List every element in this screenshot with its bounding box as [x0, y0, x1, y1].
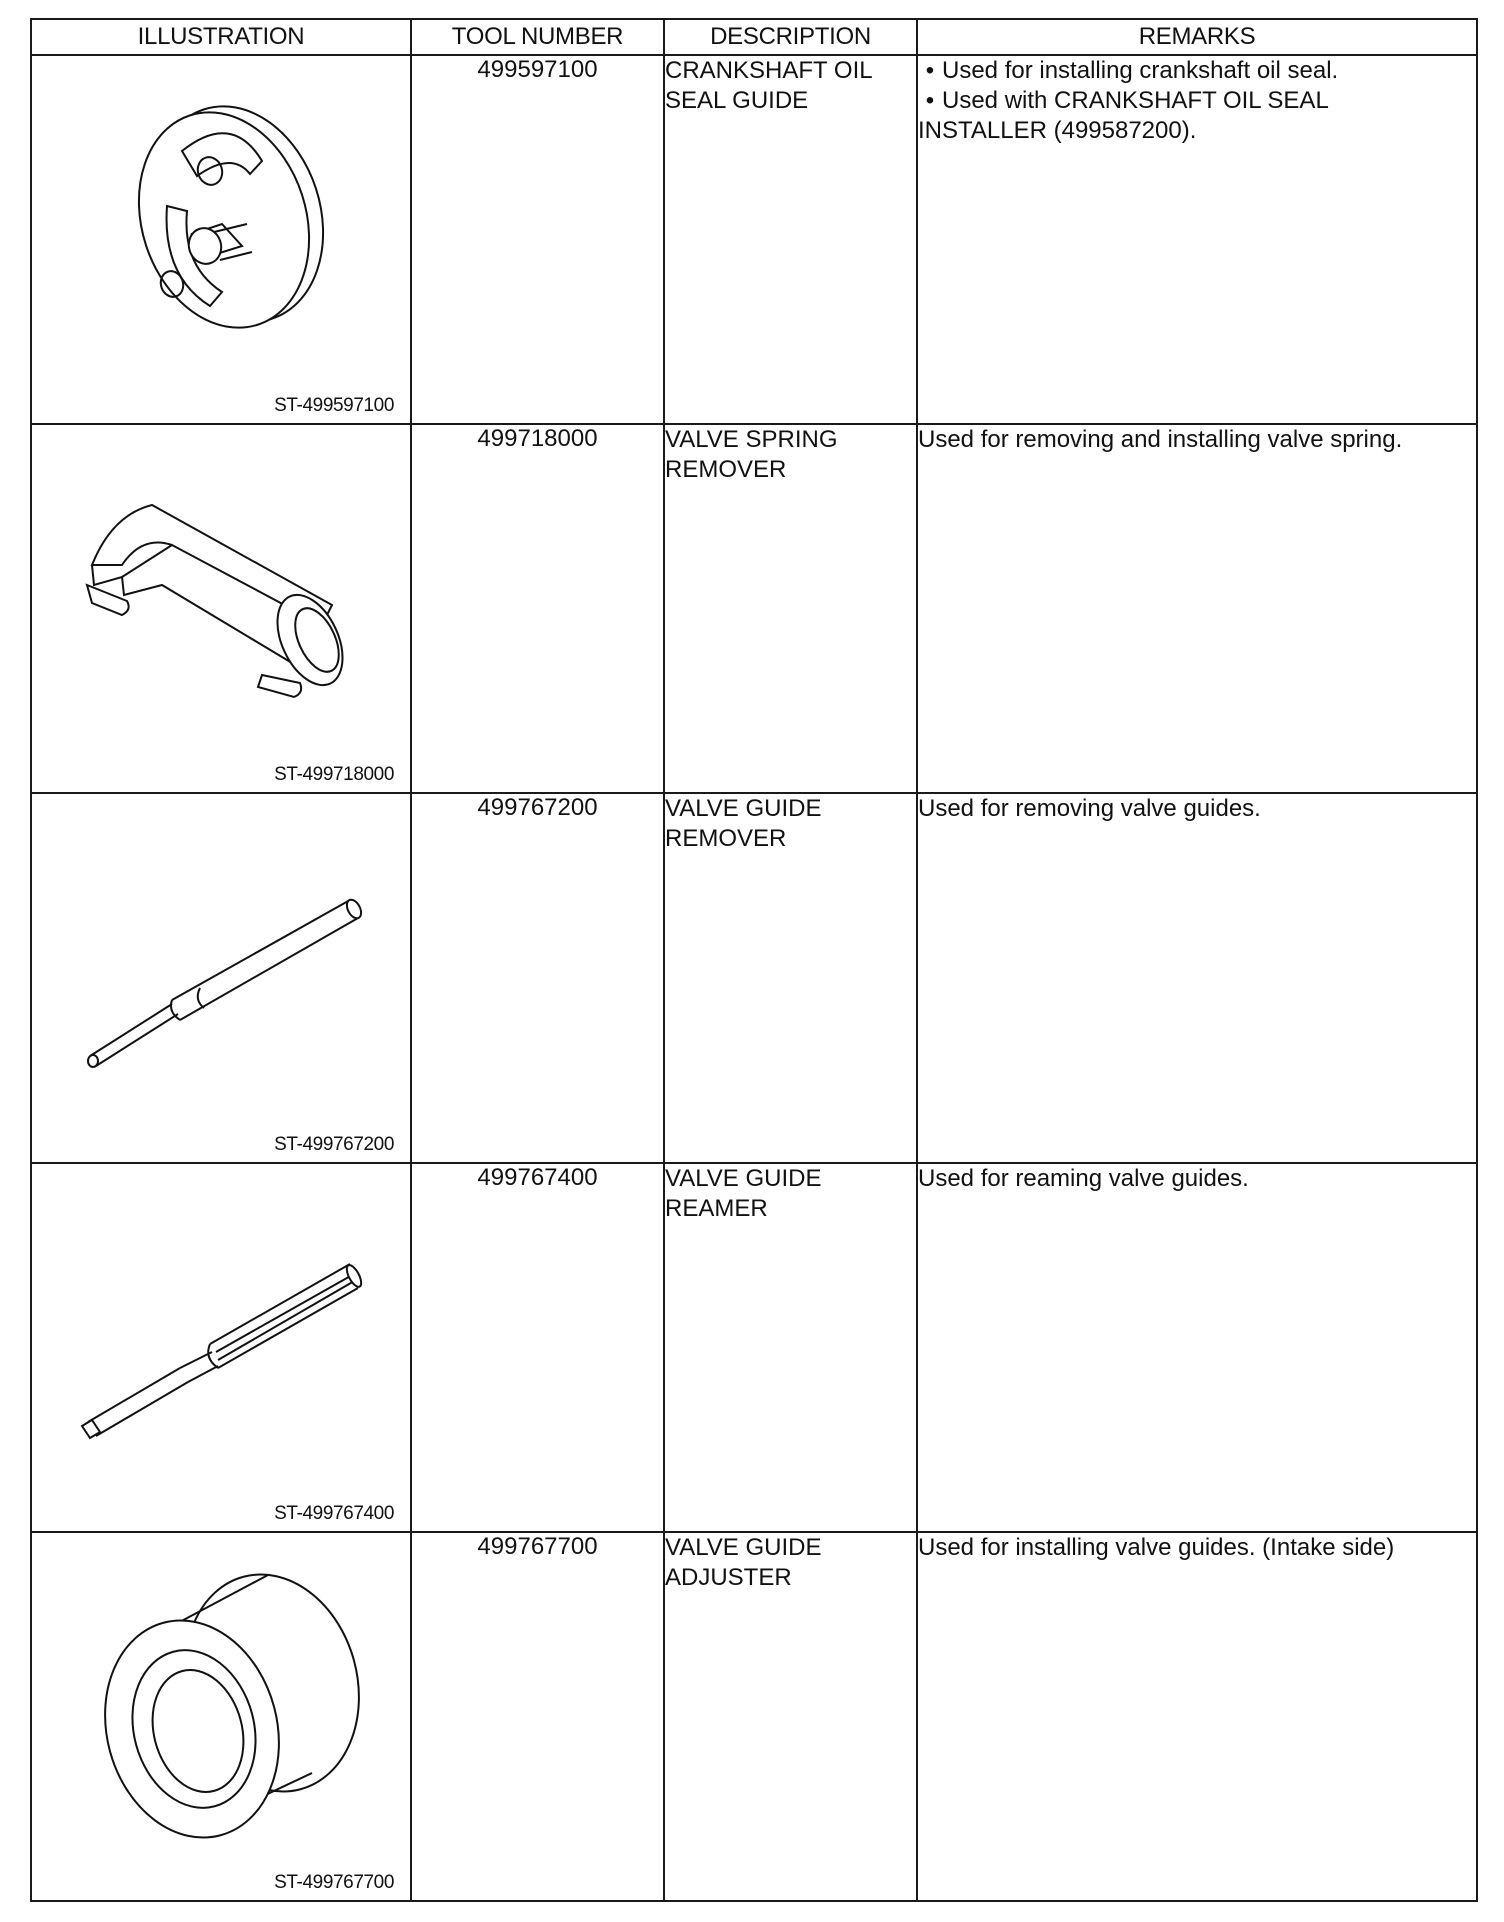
remark-text: Used for installing crankshaft oil seal.	[942, 57, 1339, 84]
remark-text-continued: INSTALLER (499587200).	[918, 117, 1197, 144]
illustration-cell	[31, 1532, 411, 1901]
bullet-glyph: •	[925, 57, 935, 84]
crankshaft-oil-seal-guide-illustration	[32, 56, 408, 422]
remark-bullet	[918, 56, 1476, 86]
header-tool-number: TOOL NUMBER	[411, 19, 664, 55]
table-row	[31, 424, 1477, 793]
illustration-cell	[31, 1163, 411, 1532]
bullet-glyph: •	[925, 87, 935, 114]
table-row	[31, 1163, 1477, 1532]
tool-description: VALVE GUIDE REMOVER	[664, 793, 917, 1162]
illustration-code: ST-499718000	[274, 764, 394, 786]
tool-number: 499767400	[411, 1163, 664, 1532]
valve-guide-reamer-illustration	[32, 1164, 408, 1530]
tool-number: 499767200	[411, 793, 664, 1162]
illustration-cell	[31, 55, 411, 424]
illustration-cell	[31, 793, 411, 1162]
tool-description: VALVE GUIDE REAMER	[664, 1163, 917, 1532]
table-row	[31, 793, 1477, 1162]
tool-description: VALVE GUIDE ADJUSTER	[664, 1532, 917, 1901]
header-illustration: ILLUSTRATION	[31, 19, 411, 55]
remark-text: Used with CRANKSHAFT OIL SEAL	[942, 87, 1329, 114]
header-remarks: REMARKS	[917, 19, 1477, 55]
tool-number: 499597100	[411, 55, 664, 424]
tool-remarks	[917, 55, 1477, 424]
illustration-code: ST-499767700	[274, 1872, 394, 1893]
illustration-code: ST-499767200	[274, 1133, 394, 1155]
tool-number: 499767700	[411, 1532, 664, 1901]
tool-description: VALVE SPRING REMOVER	[664, 424, 917, 793]
tool-description: CRANKSHAFT OIL SEAL GUIDE	[664, 55, 917, 424]
tool-remarks: Used for removing valve guides.	[917, 793, 1477, 1162]
tool-remarks: Used for removing and installing valve spring.	[917, 424, 1477, 793]
tool-remarks: Used for installing valve guides. (Intake side)	[917, 1532, 1477, 1901]
special-tools-table	[30, 18, 1478, 1902]
header-row	[31, 19, 1477, 55]
valve-guide-adjuster-illustration	[32, 1533, 408, 1899]
table-row	[31, 1532, 1477, 1901]
remark-bullet	[918, 86, 1476, 116]
tool-remarks: Used for reaming valve guides.	[917, 1163, 1477, 1532]
illustration-code: ST-499767400	[274, 1502, 394, 1524]
tool-number: 499718000	[411, 424, 664, 793]
illustration-cell	[31, 424, 411, 793]
illustration-code: ST-499597100	[274, 395, 394, 417]
table-row	[31, 55, 1477, 424]
valve-guide-remover-illustration	[32, 794, 408, 1160]
header-description: DESCRIPTION	[664, 19, 917, 55]
valve-spring-remover-illustration	[32, 425, 408, 791]
